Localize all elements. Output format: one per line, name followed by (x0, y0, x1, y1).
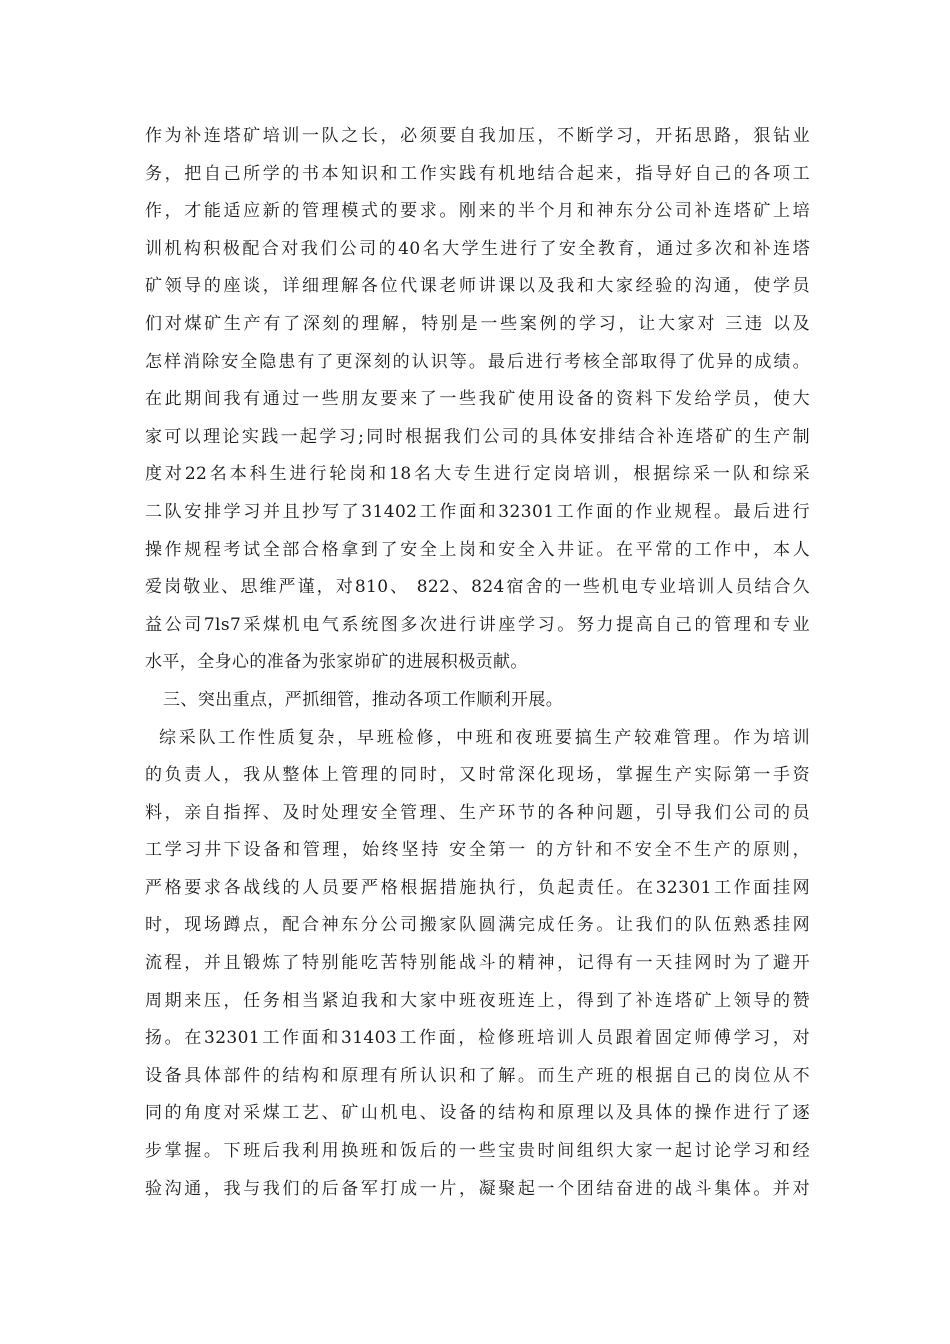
text-line: 训机构积极配合对我们公司的40名大学生进行了安全教育，通过多次和补连塔 (145, 238, 810, 259)
document-body (145, 118, 810, 1208)
text-line: 严格要求各战线的人员要严格根据措施执行，负起责任。在32301工作面挂网 (145, 877, 810, 898)
text-line: 爱岗敬业、思维严谨，对810、 822、824宿舍的一些机电专业培训人员结合久 (145, 577, 810, 598)
text-line: 操作规程考试全部合格拿到了安全上岗和安全入井证。在平常的工作中，本人 (145, 539, 810, 560)
text-line: 在此期间我有通过一些朋友要来了一些我矿使用设备的资料下发给学员，使大 (145, 389, 810, 410)
text-line: 的负责人，我从整体上管理的同时，又时常深化现场，掌握生产实际第一手资 (145, 765, 810, 786)
text-line: 怎样消除安全隐患有了更深刻的认识等。最后进行考核全部取得了优异的成绩。 (145, 351, 810, 372)
text-line: 验沟通，我与我们的后备军打成一片，凝聚起一个团结奋进的战斗集体。并对 (145, 1178, 810, 1199)
text-line: 综采队工作性质复杂，早班检修，中班和夜班要搞生产较难管理。作为培训 (159, 727, 810, 748)
text-line: 作，才能适应新的管理模式的要求。刚来的半个月和神东分公司补连塔矿上培 (145, 201, 810, 222)
text-line: 工学习井下设备和管理，始终坚持 安全第一 的方针和不安全不生产的原则， (145, 840, 810, 861)
text-line: 家可以理论实践一起学习;同时根据我们公司的具体安排结合补连塔矿的生产制 (145, 426, 810, 447)
text-line: 时，现场蹲点，配合神东分公司搬家队圆满完成任务。让我们的队伍熟悉挂网 (145, 915, 810, 936)
text-line: 同的角度对采煤工艺、矿山机电、设备的结构和原理以及具体的操作进行了逐 (145, 1103, 810, 1124)
text-line: 料，亲自指挥、及时处理安全管理、生产环节的各种问题，引导我们公司的员 (145, 802, 810, 823)
text-line: 矿领导的座谈，详细理解各位代课老师讲课以及我和大家经验的沟通，使学员 (145, 276, 810, 297)
text-line: 步掌握。下班后我利用换班和饭后的一些宝贵时间组织大家一起讨论学习和经 (145, 1141, 810, 1162)
section-heading: 三、突出重点，严抓细管，推动各项工作顺利开展。 (163, 689, 564, 710)
text-line: 们对煤矿生产有了深刻的理解，特别是一些案例的学习，让大家对 三违 以及 (145, 313, 810, 334)
text-line: 水平，全身心的准备为张家峁矿的进展积极贡献。 (145, 652, 528, 673)
text-line: 周期来压，任务相当紧迫我和大家中班夜班连上，得到了补连塔矿上领导的赞 (145, 990, 810, 1011)
text-line: 益公司7ls7采煤机电气系统图多次进行讲座学习。努力提高自己的管理和专业 (145, 614, 810, 635)
text-line: 二队安排学习并且抄写了31402工作面和32301工作面的作业规程。最后进行 (145, 501, 810, 522)
text-line: 流程，并且锻炼了特别能吃苦特别能战斗的精神，记得有一天挂网时为了避开 (145, 953, 810, 974)
text-line: 设备具体部件的结构和原理有所认识和了解。而生产班的根据自己的岗位从不 (145, 1065, 810, 1086)
text-line: 扬。在32301工作面和31403工作面，检修班培训人员跟着固定师傅学习，对 (145, 1028, 810, 1049)
text-line: 务，把自己所学的书本知识和工作实践有机地结合起来，指导好自己的各项工 (145, 163, 810, 184)
text-line: 度对22名本科生进行轮岗和18名大专生进行定岗培训，根据综采一队和综采 (145, 464, 810, 485)
text-line: 作为补连塔矿培训一队之长，必须要自我加压，不断学习，开拓思路，狠钻业 (145, 126, 810, 146)
